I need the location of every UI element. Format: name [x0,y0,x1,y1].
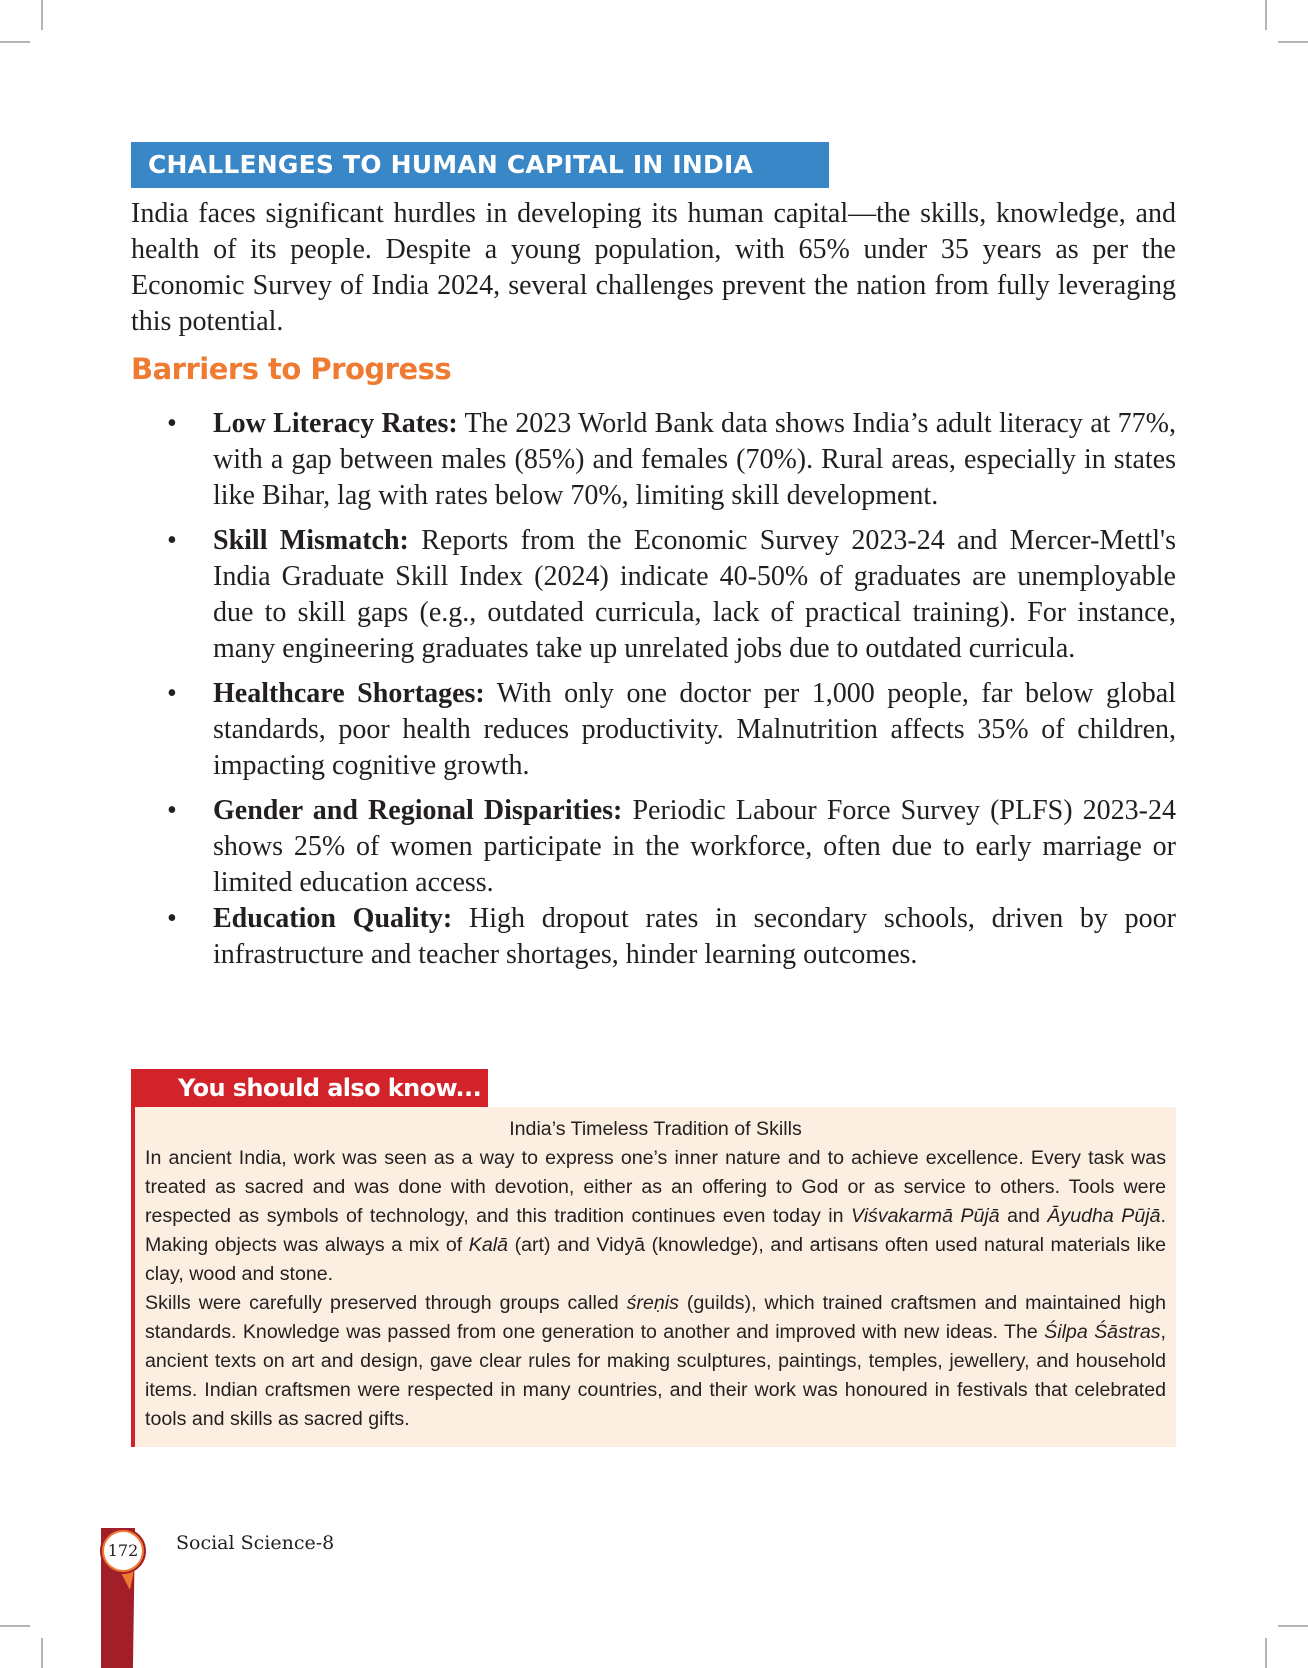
know-box-tab: You should also know... [131,1069,488,1107]
barriers-heading: Barriers to Progress [131,352,452,386]
italic-term: śreṇis [626,1292,679,1314]
bullet-icon: • [167,408,177,439]
list-item-term: Education Quality: [213,903,453,934]
text-run: . Making objects was always a mix of [145,1205,1166,1256]
text-run: Skills were carefully preserved through groups called [145,1292,627,1314]
crop-mark-top-left-horizontal [0,41,30,43]
text-run: In ancient India, work was seen as a way to express one’s inner nature and to achieve excellence. Every task was treated as sacred and was done with devotion, either as an offering to God or as service to others. Tools were respected as symbols of technology, and this tradition continues even today in [145,1147,1166,1227]
text-run: , ancient texts on art and design, gave clear rules for making sculptures, paintings, temples, jewellery, and household items. Indian craftsmen were respected in many countries, and their work was honoured in festivals that celebrated tools and skills as sacred gifts. [145,1321,1166,1430]
list-item-term: Low Literacy Rates: [213,408,458,439]
list-item-education-quality [163,901,1176,973]
crop-mark-top-right-vertical [1265,0,1267,30]
intro-paragraph: India faces significant hurdles in developing its human capital—the skills, knowledge, and health of its people. Despite a young population, with 65% under 35 years as per the Economic Survey of India 2024, several challenges prevent the nation from fully leveraging this potential. [131,198,1176,337]
list-item-text: High dropout rates in secondary schools, driven by poor infrastructure and teacher shortages, hinder learning outcomes. [213,903,1176,970]
list-item-text: The 2023 World Bank data shows India’s adult literacy at 77%, with a gap between males (85%) and females (70%). Rural areas, especially in states like Bihar, lag with rates below 70%, limiting skill development. [213,408,1177,511]
italic-term: Viśvakarmā Pūjā [850,1205,1000,1227]
know-box-title: India’s Timeless Tradition of Skills [509,1118,802,1140]
know-box-paragraph-1 [145,1144,1166,1289]
crop-mark-bottom-right-vertical [1265,1638,1267,1668]
bullet-icon: • [167,678,177,709]
text-run: (guilds), which trained craftsmen and maintained high standards. Knowledge was passed from one generation to another and improved with new ideas. The [145,1292,1166,1343]
crop-mark-bottom-left-vertical [41,1638,43,1668]
list-item-skill-mismatch [163,523,1176,667]
list-item-text: Periodic Labour Force Survey (PLFS) 2023-24 shows 25% of women participate in the workforce, often due to early marriage or limited education access. [213,795,1176,898]
italic-term: Kalā [468,1234,508,1256]
list-item-low-literacy [163,406,1176,514]
list-item-term: Skill Mismatch: [213,525,409,556]
bullet-icon: • [167,525,177,556]
bullet-icon: • [167,903,177,934]
list-item-text: Reports from the Economic Survey 2023-24 and Mercer-Mettl's India Graduate Skill Index (2024) indicate 40-50% of graduates are unemployable due to skill gaps (e.g., outdated curricula, lack of practical training). For instance, many engineering graduates take up unrelated jobs due to outdated curricula. [213,525,1177,664]
section-title-banner: CHALLENGES TO HUMAN CAPITAL IN INDIA [131,142,829,188]
italic-term: Śilpa Śāstras [1044,1321,1161,1343]
crop-mark-top-right-horizontal [1278,41,1308,43]
list-item-text: With only one doctor per 1,000 people, far below global standards, poor health reduces productivity. Malnutrition affects 35% of children, impacting cognitive growth. [213,678,1176,781]
italic-term: Āyudha Pūjā [1047,1205,1161,1227]
know-box-paragraph-2 [145,1289,1166,1434]
list-item-term: Healthcare Shortages: [213,678,485,709]
crop-mark-top-left-vertical [41,0,43,30]
know-box [131,1107,1176,1447]
list-item-term: Gender and Regional Disparities: [213,795,623,826]
book-title: Social Science-8 [176,1532,335,1554]
crop-mark-bottom-right-horizontal [1278,1625,1308,1627]
list-item-healthcare [163,676,1176,784]
crop-mark-bottom-left-horizontal [0,1625,30,1627]
barriers-list [163,406,1176,982]
text-run: (art) and Vidyā (knowledge), and artisans often used natural materials like clay, wood and stone. [145,1234,1167,1285]
bullet-icon: • [167,795,177,826]
text-run: and [999,1205,1048,1227]
list-item-gender-regional [163,793,1176,901]
page-number: 172 [104,1532,142,1570]
